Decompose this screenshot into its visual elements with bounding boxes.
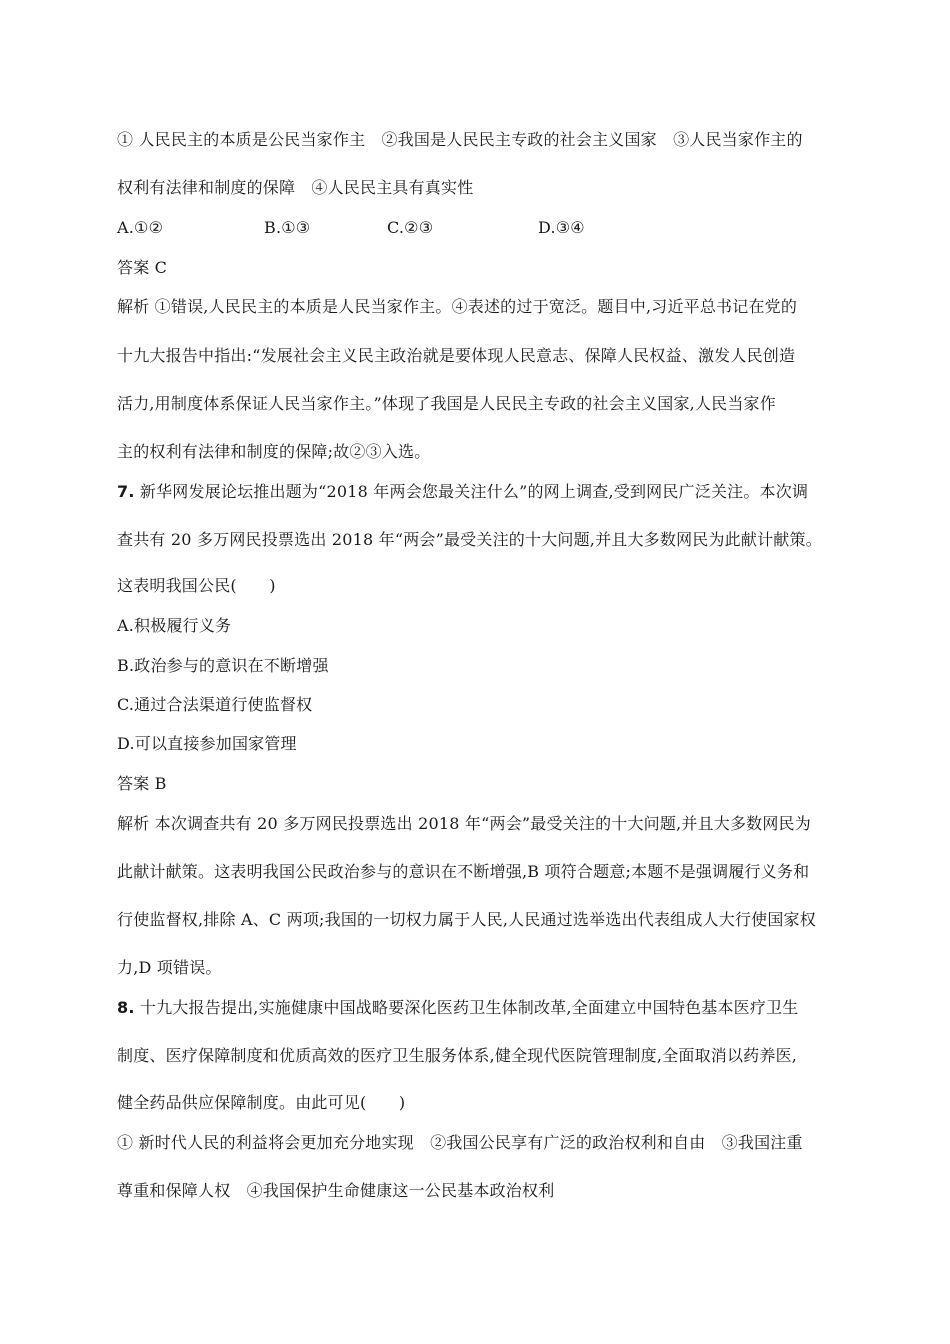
q7-analysis-line-1: 解析 本次调查共有 20 多万网民投票选出 2018 年“两会”最受关注的十大问题,并且大多数网民为 (117, 814, 811, 833)
q7-option-d: D.可以直接参加国家管理 (117, 734, 297, 753)
q7-analysis-line-3: 行使监督权,排除 A、C 两项;我国的一切权力属于人民,人民通过选举选出代表组成人大行使国家权 (117, 910, 816, 929)
q6-answer: 答案 C (117, 258, 168, 277)
q6-analysis-line-3: 活力,用制度体系保证人民当家作主。”体现了我国是人民民主专政的社会主义国家,人民当家作 (117, 394, 776, 413)
q7-analysis-line-4: 力,D 项错误。 (117, 958, 222, 977)
q7-stem-line-3: 这表明我国公民( ) (117, 576, 276, 595)
q8-stem-text-1: 十九大报告提出,实施健康中国战略要深化医药卫生体制改革,全面建立中国特色基本医疗卫生 (134, 998, 799, 1017)
q7-number: 7. (117, 482, 135, 501)
q6-option-c: C.②③ (387, 218, 434, 237)
q6-analysis-line-4: 主的权利有法律和制度的保障;故②③入选。 (117, 442, 431, 461)
q7-option-c: C.通过合法渠道行使监督权 (117, 695, 313, 714)
q6-statements-line-2: 权利有法律和制度的保障 ④人民民主具有真实性 (117, 178, 474, 197)
q6-statements-line-1: ① 人民民主的本质是公民当家作主 ②我国是人民民主专政的社会主义国家 ③人民当家作主的 (117, 130, 803, 149)
q7-option-a: A.积极履行义务 (117, 616, 232, 635)
q7-stem-text-1: 新华网发展论坛推出题为“2018 年两会您最关注什么”的网上调查,受到网民广泛关注。本次调 (134, 482, 809, 501)
q8-statements-line-2: 尊重和保障人权 ④我国保护生命健康这一公民基本政治权利 (117, 1181, 555, 1200)
q6-option-a: A.①② (117, 218, 164, 237)
q8-statements-line-1: ① 新时代人民的利益将会更加充分地实现 ②我国公民享有广泛的政治权利和自由 ③我国注重 (117, 1133, 803, 1152)
q6-analysis-line-2: 十九大报告中指出:“发展社会主义民主政治就是要体现人民意志、保障人民权益、激发人民创造 (117, 346, 796, 365)
q8-stem-line-1 (117, 997, 840, 1019)
q6-option-d: D.③④ (538, 218, 585, 237)
q6-option-b: B.①③ (264, 218, 311, 237)
q8-stem-line-3: 健全药品供应保障制度。由此可见( ) (117, 1093, 406, 1112)
q7-stem-line-2: 查共有 20 多万网民投票选出 2018 年“两会”最受关注的十大问题,并且大多数网民为此献计献策。 (117, 530, 822, 549)
q7-option-b: B.政治参与的意识在不断增强 (117, 656, 329, 675)
q8-stem-line-2: 制度、医疗保障制度和优质高效的医疗卫生服务体系,健全现代医院管理制度,全面取消以药养医, (117, 1046, 798, 1065)
q7-answer: 答案 B (117, 774, 167, 793)
q7-stem-line-1 (117, 481, 840, 503)
q7-analysis-line-2: 此献计献策。这表明我国公民政治参与的意识在不断增强,B 项符合题意;本题不是强调履行义务和 (117, 862, 810, 881)
q6-analysis-line-1: 解析 ①错误,人民民主的本质是人民当家作主。④表述的过于宽泛。题目中,习近平总书记在党的 (117, 297, 798, 316)
q8-number: 8. (117, 998, 135, 1017)
